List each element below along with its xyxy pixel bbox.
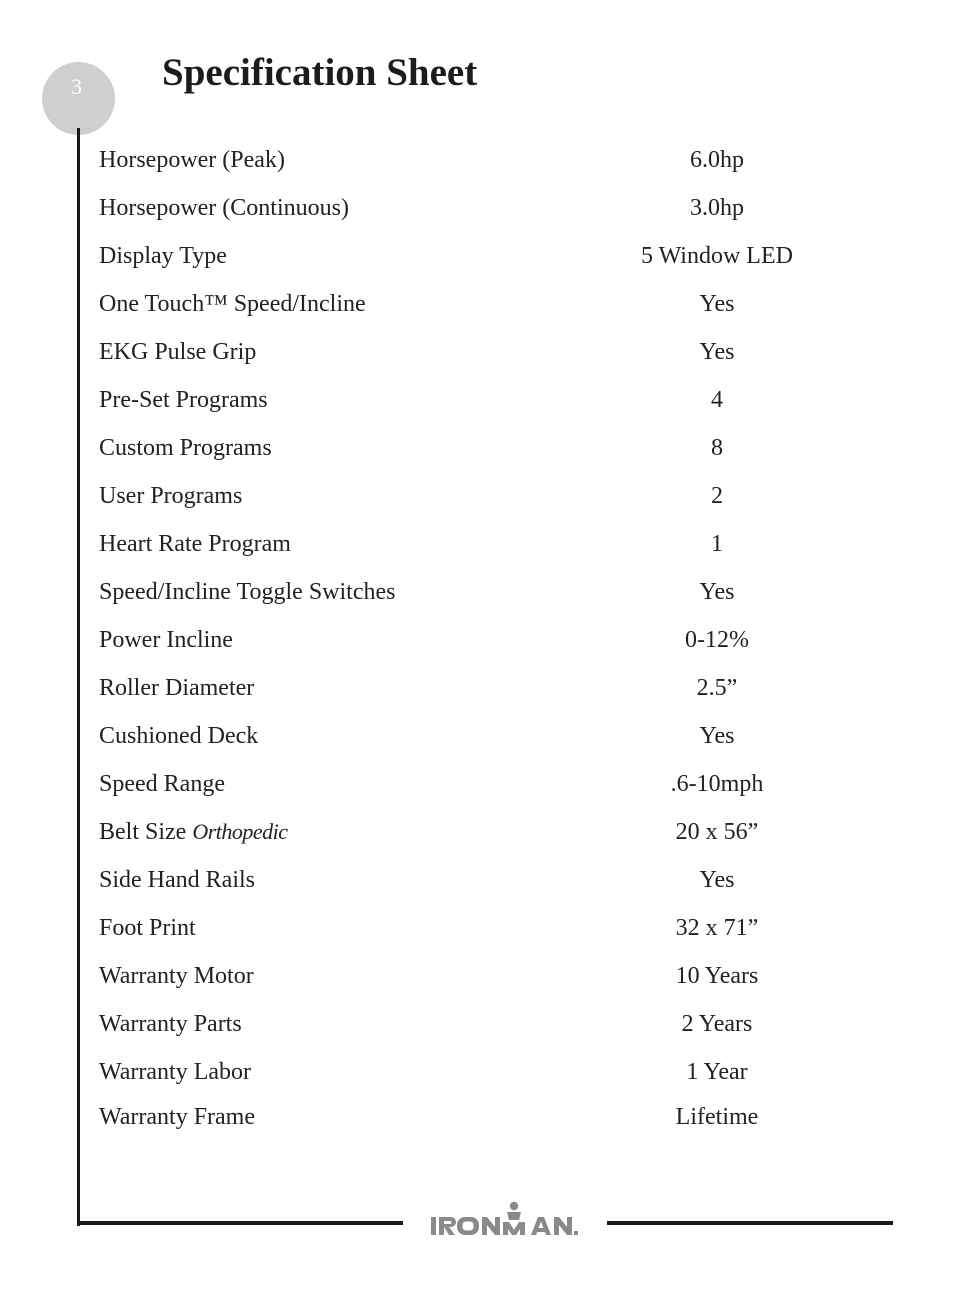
spec-label (99, 1093, 255, 1141)
spec-row (99, 1093, 859, 1138)
spec-label (99, 376, 268, 424)
spec-label (99, 520, 291, 568)
spec-row (99, 472, 859, 520)
spec-label-text: Warranty Parts (99, 1011, 242, 1037)
page-number: 3 (71, 74, 82, 99)
spec-label (99, 712, 258, 760)
spec-label (99, 664, 254, 712)
spec-label (99, 568, 395, 616)
spec-label-text: Side Hand Rails (99, 867, 255, 893)
spec-value: 6.0hp (690, 147, 744, 173)
spec-row (99, 184, 859, 232)
spec-label (99, 952, 254, 1000)
spec-label (99, 328, 256, 376)
spec-row (99, 760, 859, 808)
spec-value: 1 (711, 531, 723, 557)
spec-label-text: Display Type (99, 243, 227, 269)
spec-row (99, 1048, 859, 1093)
footer-rule-right (607, 1221, 893, 1225)
ironman-logo (428, 1200, 580, 1238)
page-title: Specification Sheet (162, 51, 478, 94)
spec-label-text: EKG Pulse Grip (99, 339, 257, 365)
spec-label-text: Horsepower (Peak) (99, 147, 285, 173)
spec-row (99, 376, 859, 424)
spec-label-text: User Programs (99, 483, 243, 509)
spec-label-text: Belt Size (99, 819, 187, 845)
spec-label-text: Warranty Labor (99, 1059, 251, 1085)
spec-row (99, 952, 859, 1000)
spec-label (99, 424, 272, 472)
spec-value: .6-10mph (670, 771, 764, 797)
spec-row (99, 280, 859, 328)
spec-row (99, 424, 859, 472)
spec-row (99, 568, 859, 616)
spec-label-text: Horsepower (Continuous) (99, 195, 349, 221)
spec-row (99, 616, 859, 664)
spec-label (99, 184, 349, 232)
spec-value: 2.5” (696, 675, 738, 701)
spec-label-text: Custom Programs (99, 435, 272, 461)
spec-value: 4 (711, 387, 723, 413)
spec-row (99, 232, 859, 280)
spec-label-text: Pre-Set Programs (99, 387, 268, 413)
spec-value: 2 Years (681, 1011, 753, 1037)
spec-value: 1 Year (686, 1059, 748, 1085)
spec-value: 3.0hp (690, 195, 744, 221)
spec-label (99, 280, 366, 328)
spec-label-text: Speed/Incline Toggle Switches (99, 579, 396, 605)
spec-label (99, 760, 225, 808)
ironman-logo-mark (428, 1200, 580, 1238)
spec-label (99, 136, 285, 184)
left-border-rule (77, 128, 80, 1226)
spec-row (99, 520, 859, 568)
spec-row (99, 712, 859, 760)
spec-row (99, 808, 859, 856)
spec-value: Lifetime (675, 1104, 759, 1130)
spec-value: 5 Window LED (641, 243, 793, 269)
spec-label (99, 1048, 251, 1096)
spec-table (99, 136, 859, 1138)
spec-label-text: Speed Range (99, 771, 225, 797)
spec-label-text: Power Incline (99, 627, 233, 653)
spec-label (99, 1000, 242, 1048)
spec-label (99, 472, 242, 520)
spec-label-text: Roller Diameter (99, 675, 255, 701)
spec-label-text: Cushioned Deck (99, 723, 259, 749)
spec-value: Yes (699, 339, 735, 365)
spec-row (99, 136, 859, 184)
spec-value: 2 (711, 483, 723, 509)
spec-value: 8 (711, 435, 723, 461)
spec-value: 20 x 56” (675, 819, 759, 845)
spec-row (99, 1000, 859, 1048)
spec-label-text: Foot Print (99, 915, 196, 941)
spec-value: Yes (699, 723, 735, 749)
spec-label (99, 808, 288, 856)
spec-label (99, 616, 233, 664)
spec-label-qualifier: Orthopedic (192, 819, 288, 844)
spec-row (99, 856, 859, 904)
spec-value: 10 Years (675, 963, 759, 989)
spec-row (99, 904, 859, 952)
page-number-badge (42, 62, 115, 135)
spec-label-text: Warranty Motor (99, 963, 254, 989)
spec-label-text: Heart Rate Program (99, 531, 291, 557)
spec-label (99, 856, 255, 904)
spec-row (99, 664, 859, 712)
spec-value: Yes (699, 579, 735, 605)
spec-row (99, 328, 859, 376)
spec-value: Yes (699, 291, 735, 317)
footer-rule-left (77, 1221, 403, 1225)
spec-value: 32 x 71” (675, 915, 759, 941)
spec-value: 0-12% (685, 627, 749, 653)
spec-label (99, 904, 196, 952)
spec-value: Yes (699, 867, 735, 893)
spec-label-text: Warranty Frame (99, 1104, 255, 1130)
spec-label (99, 232, 227, 280)
spec-label-text: One Touch™ Speed/Incline (99, 291, 366, 317)
